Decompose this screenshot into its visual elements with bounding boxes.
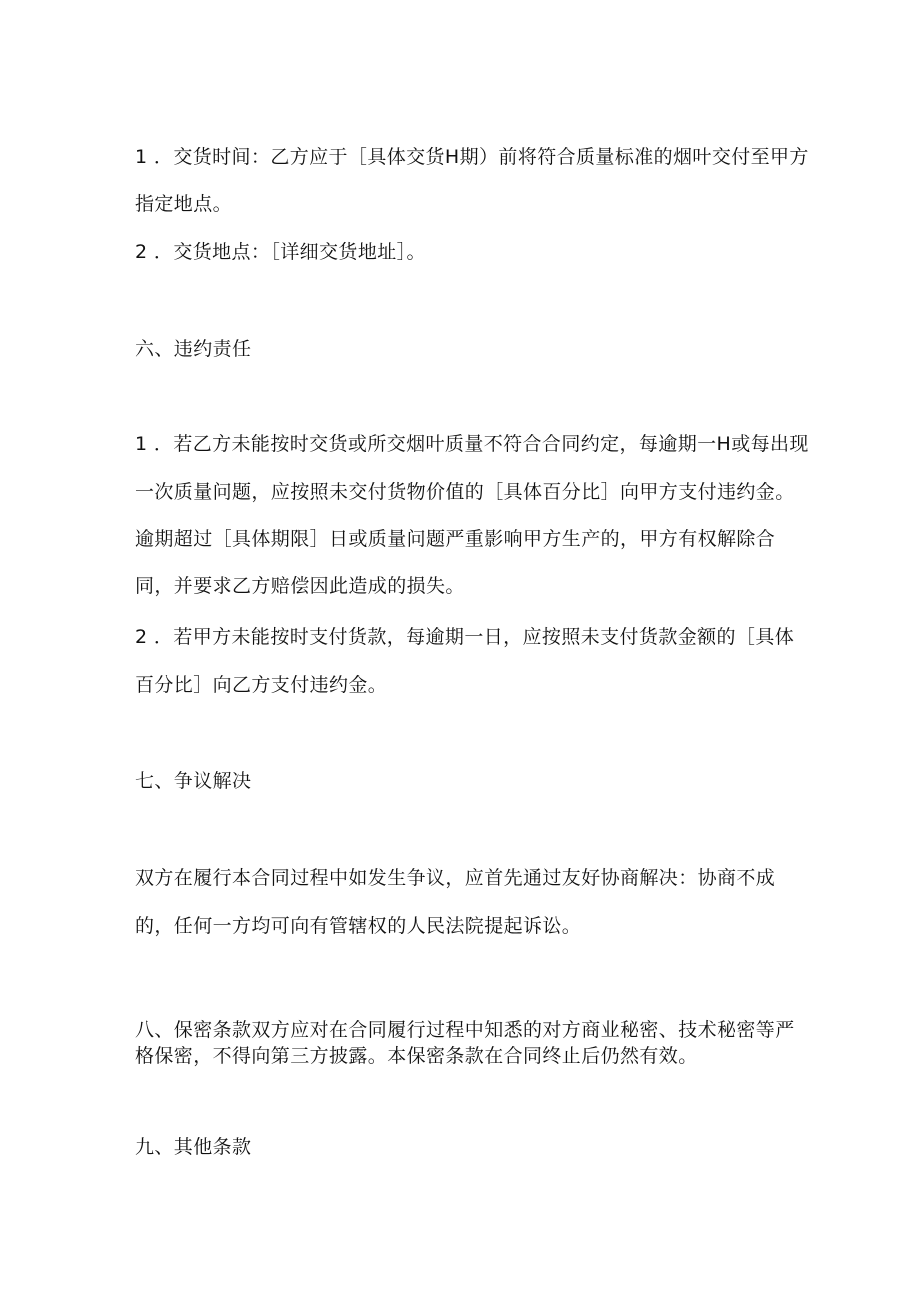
delivery-location: 2 ．交货地点：［详细交货地址］。 <box>135 241 426 263</box>
confidentiality-line-2: 格保密，不得向第三方披露。本保密条款在合同终止后仍然有效。 <box>135 1045 698 1067</box>
delivery-time-line-1: 1 ．交货时间：乙方应于［具体交货H期）前将符合质量标准的烟叶交付至甲方 <box>135 146 809 168</box>
breach-item-2-line-2: 百分比］向乙方支付违约金。 <box>135 674 388 696</box>
breach-item-2-line-1: 2 ．若甲方未能按时支付货款，每逾期一日，应按照未支付货款金额的［具体 <box>135 626 795 648</box>
breach-item-1-line-3: 逾期超过［具体期限］日或质量问题严重影响甲方生产的，甲方有权解除合 <box>135 528 776 550</box>
dispute-line-2: 的，任何一方均可向有管辖权的人民法院提起诉讼。 <box>135 915 582 937</box>
section-6-heading: 六、违约责任 <box>135 338 252 360</box>
breach-item-1-line-2: 一次质量问题，应按照未交付货物价值的［具体百分比］向甲方支付违约金。 <box>135 481 795 503</box>
breach-item-1-line-1: 1 ．若乙方未能按时交货或所交烟叶质量不符合合同约定，每逾期一H或每出现 <box>135 433 809 455</box>
delivery-time-line-2: 指定地点。 <box>135 193 233 215</box>
section-9-heading: 九、其他条款 <box>135 1136 252 1158</box>
section-7-heading: 七、争议解决 <box>135 770 252 792</box>
breach-item-1-line-4: 同，并要求乙方赔偿因此造成的损失。 <box>135 575 465 597</box>
dispute-line-1: 双方在履行本合同过程中如发生争议，应首先通过友好协商解决：协商不成 <box>135 867 776 889</box>
confidentiality-line-1: 八、保密条款双方应对在合同履行过程中知悉的对方商业秘密、技术秘密等严 <box>135 1019 795 1041</box>
